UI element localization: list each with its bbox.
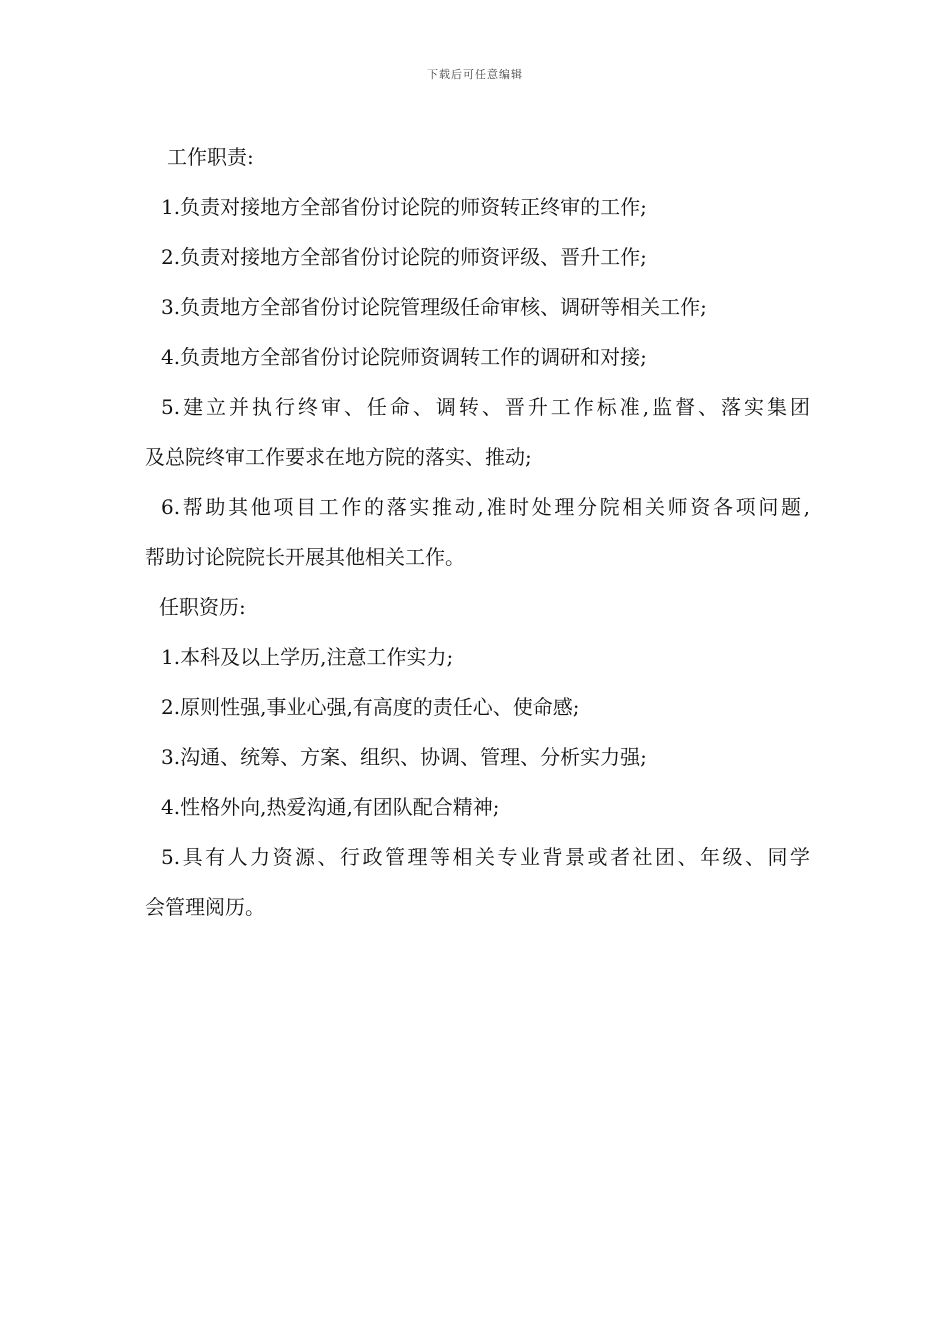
qualification-item-1: 1.本科及以上学历,注意工作实力; — [161, 645, 454, 669]
section-title-responsibilities: 工作职责: — [167, 145, 254, 169]
qualification-item-5-line-2: 会管理阅历。 — [145, 895, 265, 919]
qualification-item-2: 2.原则性强,事业心强,有高度的责任心、使命感; — [161, 695, 580, 719]
qualification-item-3: 3.沟通、统筹、方案、组织、协调、管理、分析实力强; — [161, 745, 647, 769]
responsibility-item-2: 2.负责对接地方全部省份讨论院的师资评级、晋升工作; — [161, 245, 647, 269]
document-body — [145, 132, 810, 932]
responsibility-item-6-line-1: 6.帮助其他项目工作的落实推动,准时处理分院相关师资各项问题, — [161, 495, 810, 519]
responsibility-item-6-line-2: 帮助讨论院院长开展其他相关工作。 — [145, 545, 465, 569]
qualification-item-4: 4.性格外向,热爱沟通,有团队配合精神; — [161, 795, 500, 819]
responsibility-item-4: 4.负责地方全部省份讨论院师资调转工作的调研和对接; — [161, 345, 647, 369]
responsibility-item-3: 3.负责地方全部省份讨论院管理级任命审核、调研等相关工作; — [161, 295, 707, 319]
qualification-item-5-line-1: 5.具有人力资源、行政管理等相关专业背景或者社团、年级、同学 — [161, 845, 810, 869]
section-title-qualifications: 任职资历: — [159, 595, 246, 619]
header-note: 下载后可任意编辑 — [427, 68, 523, 81]
responsibility-item-5-line-1: 5.建立并执行终审、任命、调转、晋升工作标准,监督、落实集团 — [161, 395, 810, 419]
responsibility-item-1: 1.负责对接地方全部省份讨论院的师资转正终审的工作; — [161, 195, 647, 219]
responsibility-item-5-line-2: 及总院终审工作要求在地方院的落实、推动; — [145, 445, 532, 469]
